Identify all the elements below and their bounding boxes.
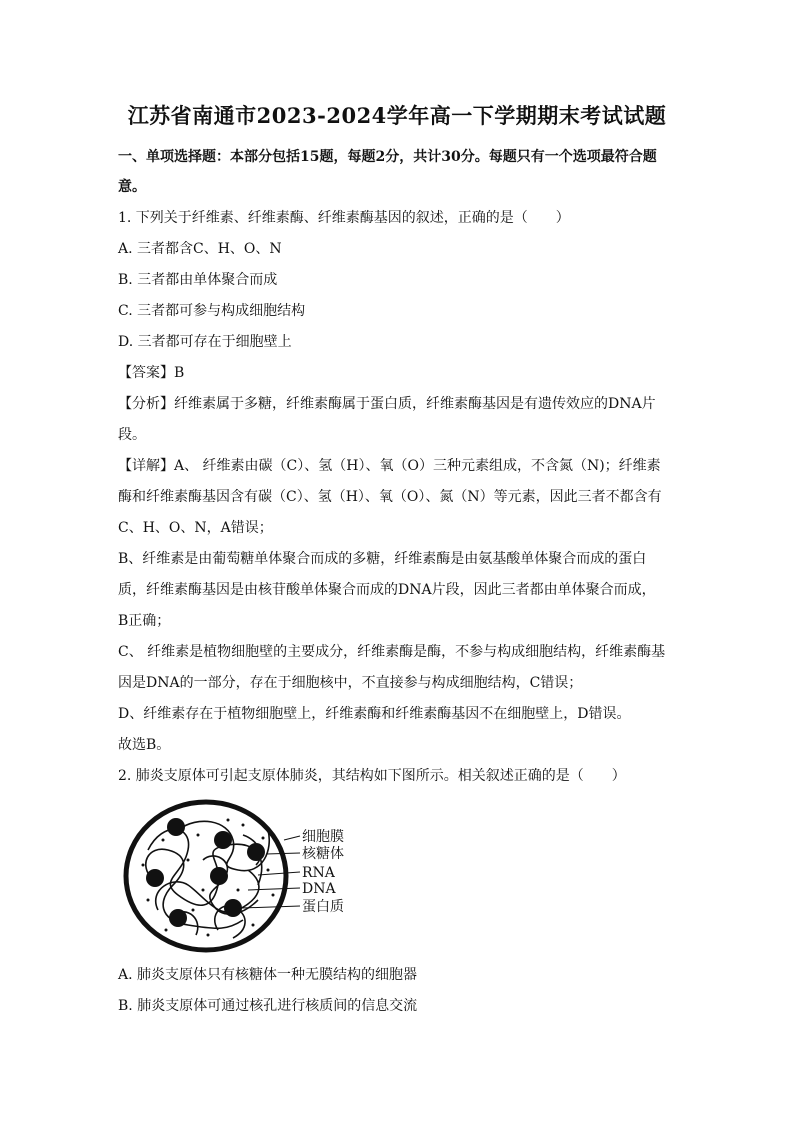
nucleic-acid-strands — [146, 821, 269, 938]
q1-detail-line: 因是DNA的一部分，存在于细胞核中，不直接参与构成细胞结构，C错误； — [118, 675, 583, 691]
q1-answer: 【答案】B — [118, 365, 185, 381]
q1-analysis-line: 【分析】纤维素属于多糖，纤维素酶属于蛋白质，纤维素酶基因是有遗传效应的DNA片 — [118, 396, 656, 412]
question-1-stem: 1. 下列关于纤维素、纤维素酶、纤维素酶基因的叙述，正确的是（ ） — [118, 210, 570, 226]
q1-analysis-line: 段。 — [118, 427, 146, 443]
label-ribosome: 核糖体 — [302, 846, 344, 862]
q1-detail-line: 故选B。 — [118, 737, 171, 753]
label-cell-membrane: 细胞膜 — [302, 829, 344, 845]
mycoplasma-structure-diagram — [118, 790, 418, 960]
q1-option-c: C. 三者都可参与构成细胞结构 — [118, 303, 306, 319]
q1-detail-line: C、H、O、N，A错误； — [118, 520, 273, 536]
q1-option-a: A. 三者都含C、H、O、N — [118, 241, 282, 257]
q1-detail-line: 质，纤维素酶基因是由核苷酸单体聚合而成的DNA片段，因此三者都由单体聚合而成， — [118, 582, 656, 598]
q1-detail-line: 酶和纤维素酶基因含有碳（C）、氢（H）、氧（O）、氮（N）等元素，因此三者不都含有 — [118, 489, 662, 505]
q1-detail-line: C、 纤维素是植物细胞壁的主要成分，纤维素酶是酶，不参与构成细胞结构，纤维素酶基 — [118, 644, 666, 660]
q2-option-b: B. 肺炎支原体可通过核孔进行核质间的信息交流 — [118, 998, 418, 1014]
q2-option-a: A. 肺炎支原体只有核糖体一种无膜结构的细胞器 — [118, 967, 418, 983]
q1-detail-line: D、纤维素存在于植物细胞壁上，纤维素酶和纤维素酶基因不在细胞壁上，D错误。 — [118, 706, 631, 722]
section-header: 一、单项选择题：本部分包括15题，每题2分，共计30分。每题只有一个选项最符合题 — [118, 149, 657, 165]
q1-detail-line: B正确； — [118, 613, 171, 629]
question-2-stem: 2. 肺炎支原体可引起支原体肺炎，其结构如下图所示。相关叙述正确的是（ ） — [118, 768, 626, 784]
label-dna: DNA — [302, 881, 336, 897]
label-rna: RNA — [302, 865, 335, 881]
section-header-cont: 意。 — [118, 179, 146, 195]
page-title: 江苏省南通市2023-2024学年高一下学期期末考试试题 — [127, 103, 667, 128]
q1-detail-line: 【详解】A、 纤维素由碳（C）、氢（H）、氧（O）三种元素组成，不含氮（N)；纤维素 — [118, 458, 661, 474]
q1-option-d: D. 三者都可存在于细胞壁上 — [118, 334, 292, 350]
q1-option-b: B. 三者都由单体聚合而成 — [118, 272, 278, 288]
q1-detail-line: B、纤维素是由葡萄糖单体聚合而成的多糖，纤维素酶是由氨基酸单体聚合而成的蛋白 — [118, 551, 647, 567]
label-protein: 蛋白质 — [302, 899, 344, 915]
